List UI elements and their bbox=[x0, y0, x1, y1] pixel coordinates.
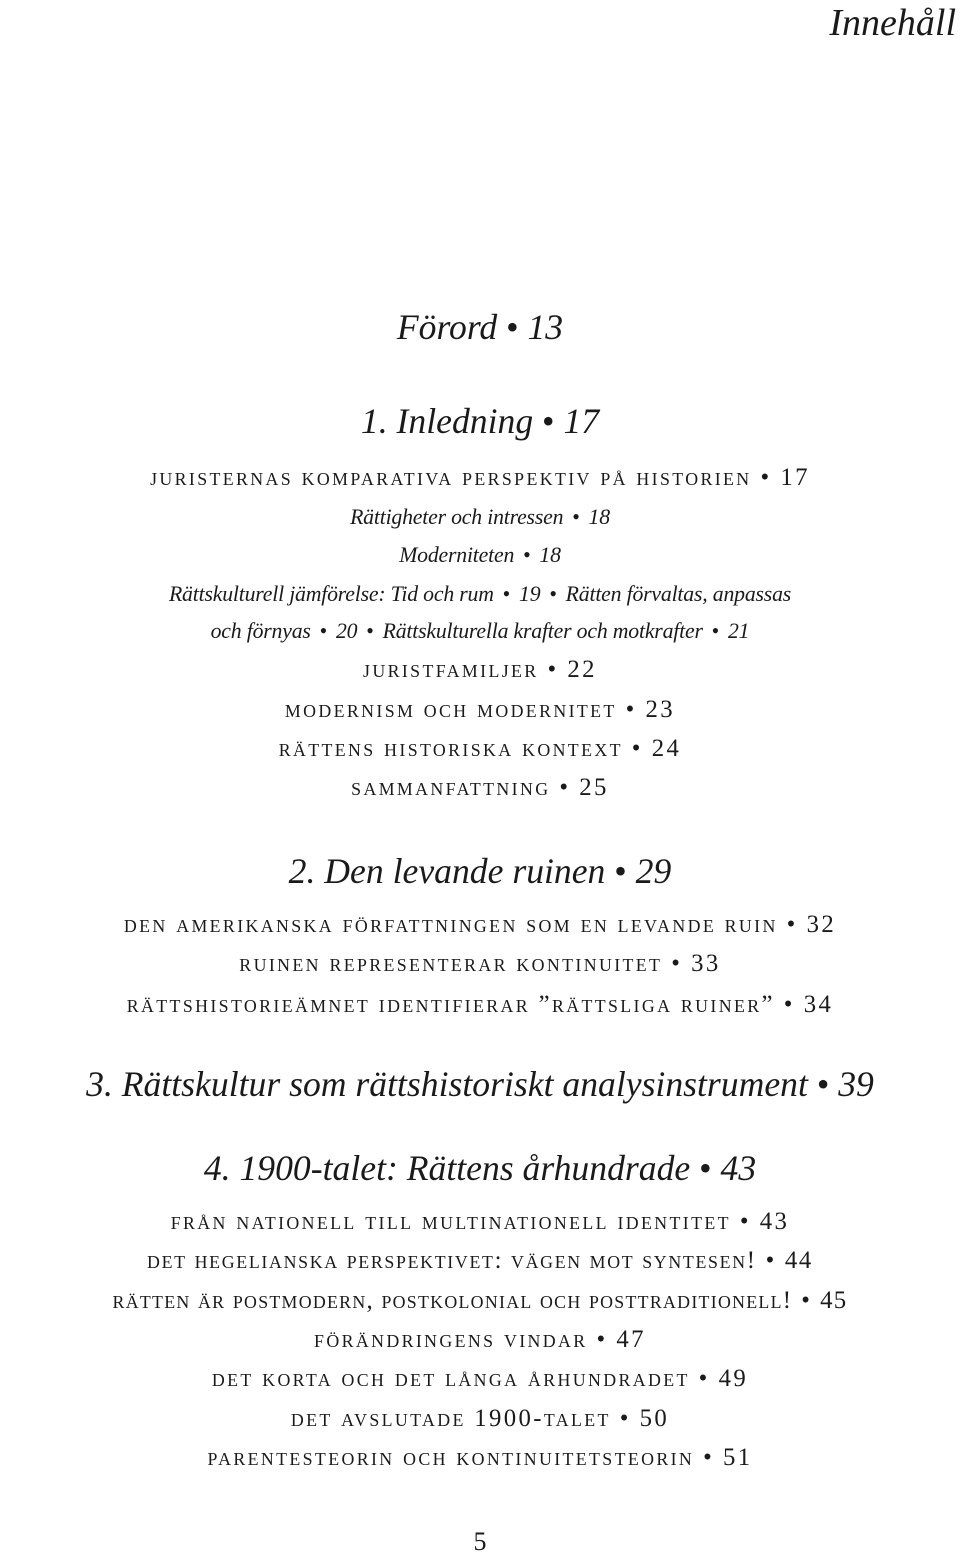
bullet-separator: • bbox=[671, 950, 683, 977]
entry-title: från nationell till multinationell identitet bbox=[170, 1208, 731, 1235]
bullet-separator: • bbox=[816, 1064, 830, 1104]
toc-section[interactable] bbox=[5, 773, 955, 803]
toc-section[interactable] bbox=[5, 1286, 955, 1316]
entry-page: 25 bbox=[579, 774, 609, 801]
entry-page: 20 bbox=[335, 618, 358, 643]
entry-title: det korta och det långa århundradet bbox=[211, 1365, 690, 1392]
entry-page: 32 bbox=[806, 911, 837, 938]
bullet-separator: • bbox=[711, 618, 720, 643]
bullet-separator: • bbox=[703, 1444, 715, 1471]
entry-title: rättens historiska kontext bbox=[278, 735, 623, 762]
bullet-separator: • bbox=[506, 307, 519, 347]
toc-section[interactable] bbox=[5, 1325, 955, 1355]
entry-title: 1. Inledning bbox=[360, 401, 534, 441]
page-heading: Innehåll bbox=[829, 2, 956, 44]
toc-subsection[interactable] bbox=[5, 579, 955, 609]
bullet-separator: • bbox=[319, 618, 328, 643]
entry-page: 18 bbox=[539, 542, 561, 567]
entry-page: 44 bbox=[784, 1247, 813, 1274]
toc-section[interactable] bbox=[5, 1364, 955, 1394]
page-number: 5 bbox=[473, 1527, 487, 1556]
entry-page: 23 bbox=[645, 696, 676, 723]
entry-title: Rättigheter och intressen bbox=[350, 504, 564, 529]
bullet-separator: • bbox=[699, 1148, 712, 1188]
entry-title: den amerikanska författningen som en levande ruin bbox=[123, 911, 778, 938]
toc-section[interactable] bbox=[5, 655, 955, 685]
entry-title: juristfamiljer bbox=[363, 656, 539, 683]
bullet-separator: • bbox=[366, 618, 374, 643]
bullet-separator: • bbox=[549, 581, 557, 606]
toc-chapter-1[interactable] bbox=[5, 400, 955, 442]
entry-page: 51 bbox=[723, 1444, 753, 1471]
toc-chapter-2[interactable] bbox=[5, 850, 955, 892]
entry-title: ruinen representerar kontinuitet bbox=[239, 950, 663, 977]
bullet-separator: • bbox=[502, 581, 511, 606]
toc-section[interactable] bbox=[5, 1246, 955, 1276]
bullet-separator: • bbox=[698, 1365, 710, 1392]
entry-page: 49 bbox=[718, 1365, 749, 1392]
bullet-separator: • bbox=[760, 464, 772, 491]
entry-page: 43 bbox=[759, 1208, 790, 1235]
toc-chapter-4[interactable] bbox=[5, 1147, 955, 1189]
toc-section[interactable] bbox=[5, 990, 955, 1020]
entry-title: rätten är postmodern, postkolonial och posttraditionell! bbox=[112, 1287, 793, 1314]
entry-page: 17 bbox=[780, 464, 810, 491]
bullet-separator: • bbox=[542, 401, 555, 441]
toc-section[interactable] bbox=[5, 1207, 955, 1237]
entry-page: 18 bbox=[588, 504, 610, 529]
bullet-separator: • bbox=[801, 1287, 812, 1314]
entry-title: Rätten förvaltas, anpassas bbox=[565, 581, 792, 606]
entry-title: Förord bbox=[396, 307, 498, 347]
entry-page: 50 bbox=[639, 1405, 670, 1432]
toc-section[interactable] bbox=[5, 1443, 955, 1473]
entry-title: det avslutade 1900-talet bbox=[290, 1405, 611, 1432]
toc-subsection[interactable] bbox=[5, 540, 955, 570]
entry-page: 24 bbox=[651, 735, 682, 762]
toc-chapter-3[interactable] bbox=[5, 1063, 955, 1105]
entry-title: Moderniteten bbox=[399, 542, 515, 567]
entry-page: 33 bbox=[691, 950, 721, 977]
entry-page: 45 bbox=[820, 1287, 848, 1314]
entry-page: 13 bbox=[527, 307, 564, 347]
toc-section[interactable] bbox=[5, 463, 955, 493]
entry-title: 4. 1900-talet: Rättens århundrade bbox=[203, 1148, 691, 1188]
entry-title: rättshistorieämnet identifierar ”rättsliga ruiner” bbox=[126, 991, 775, 1018]
bullet-separator: • bbox=[547, 656, 559, 683]
bullet-separator: • bbox=[572, 504, 580, 529]
bullet-separator: • bbox=[523, 542, 531, 567]
bullet-separator: • bbox=[631, 735, 643, 762]
entry-page: 19 bbox=[519, 581, 541, 606]
entry-title: det hegelianska perspektivet: vägen mot syntesen! bbox=[147, 1247, 757, 1274]
entry-title: sammanfattning bbox=[351, 774, 551, 801]
bullet-separator: • bbox=[614, 851, 627, 891]
entry-title: 2. Den levande ruinen bbox=[288, 851, 606, 891]
bullet-separator: • bbox=[619, 1405, 631, 1432]
entry-page: 22 bbox=[567, 656, 597, 683]
bullet-separator: • bbox=[596, 1326, 608, 1353]
bullet-separator: • bbox=[739, 1208, 751, 1235]
entry-title: och förnyas bbox=[210, 618, 311, 643]
entry-title: modernism och modernitet bbox=[284, 696, 617, 723]
bullet-separator: • bbox=[783, 991, 795, 1018]
entry-title: förändringens vindar bbox=[314, 1326, 588, 1353]
entry-title: 3. Rättskultur som rättshistoriskt analysinstrument bbox=[86, 1064, 808, 1104]
entry-title: Rättskulturell jämförelse: Tid och rum bbox=[168, 581, 494, 606]
entry-page: 34 bbox=[803, 991, 834, 1018]
bullet-separator: • bbox=[625, 696, 637, 723]
entry-page: 29 bbox=[635, 851, 672, 891]
toc-section[interactable] bbox=[5, 910, 955, 940]
entry-title: Rättskulturella krafter och motkrafter bbox=[382, 618, 703, 643]
entry-page: 21 bbox=[727, 618, 750, 643]
bullet-separator: • bbox=[559, 774, 571, 801]
bullet-separator: • bbox=[786, 911, 798, 938]
toc-subsection[interactable] bbox=[5, 616, 955, 646]
toc-section[interactable] bbox=[5, 1404, 955, 1434]
toc-subsection[interactable] bbox=[5, 502, 955, 532]
entry-page: 39 bbox=[838, 1064, 874, 1104]
bullet-separator: • bbox=[765, 1247, 776, 1274]
entry-title: juristernas komparativa perspektiv på historien bbox=[150, 464, 752, 491]
entry-page: 43 bbox=[720, 1148, 757, 1188]
entry-page: 47 bbox=[616, 1326, 646, 1353]
entry-page: 17 bbox=[563, 401, 600, 441]
toc-section[interactable] bbox=[5, 695, 955, 725]
toc-section[interactable] bbox=[5, 734, 955, 764]
entry-title: parentesteorin och kontinuitetsteorin bbox=[207, 1444, 695, 1471]
toc-entry-forord[interactable] bbox=[5, 306, 955, 348]
toc-section[interactable] bbox=[5, 949, 955, 979]
